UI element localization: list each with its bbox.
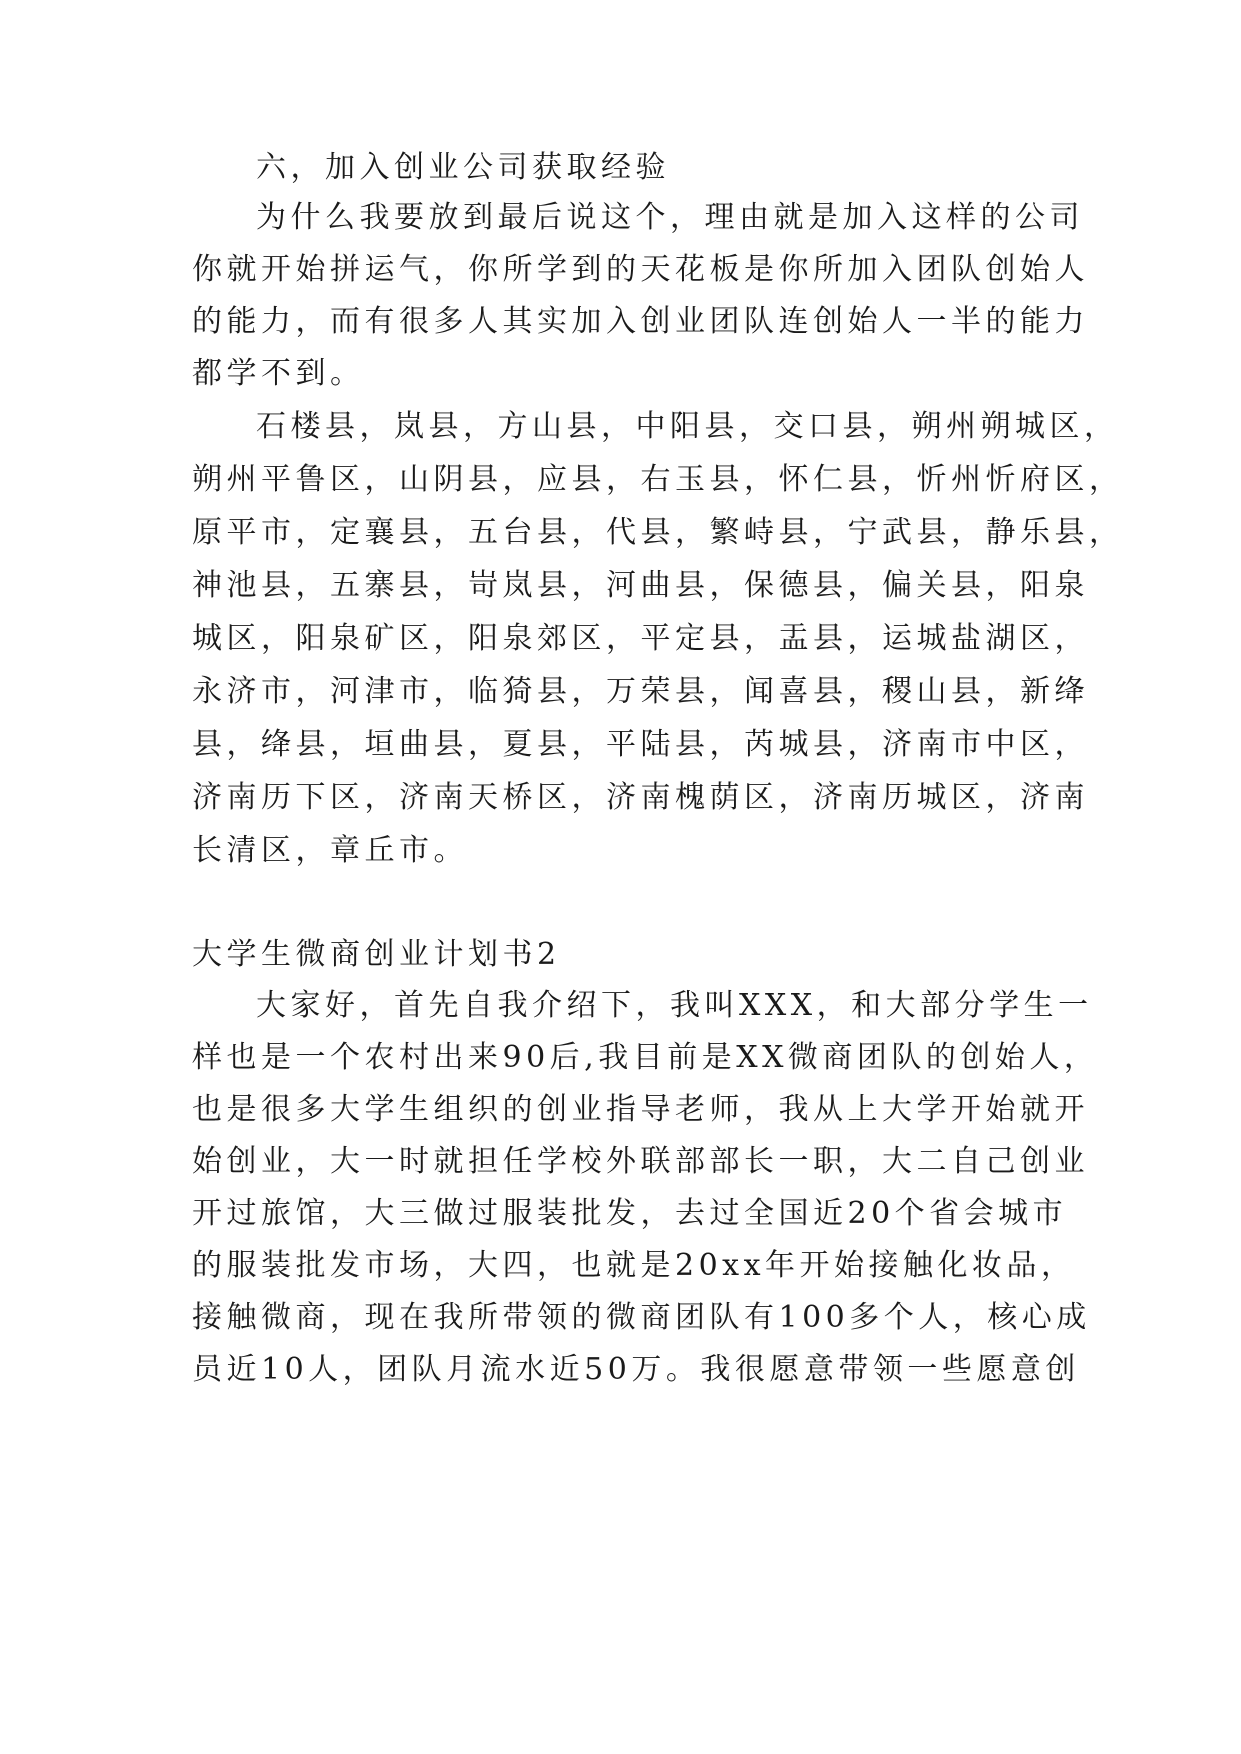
paragraph-line: 济南历下区，济南天桥区，济南槐荫区，济南历城区，济南 (192, 780, 1089, 815)
paragraph-line: 为什么我要放到最后说这个，理由就是加入这样的公司 (256, 200, 1084, 235)
paragraph-line: 员近10人，团队月流水近50万。我很愿意带领一些愿意创 (192, 1352, 1080, 1387)
paragraph-line: 都学不到。 (192, 356, 365, 391)
paragraph-line: 你就开始拼运气，你所学到的天花板是你所加入团队创始人 (192, 252, 1089, 287)
paragraph-line: 接触微商，现在我所带领的微商团队有100多个人，核心成 (192, 1300, 1091, 1335)
paragraph-line: 始创业，大一时就担任学校外联部部长一职，大二自己创业 (192, 1144, 1089, 1179)
paragraph-line: 开过旅馆，大三做过服装批发，去过全国近20个省会城市 (192, 1196, 1068, 1231)
paragraph-line: 石楼县，岚县，方山县，中阳县，交口县，朔州朔城区， (256, 409, 1119, 444)
document-title: 大学生微商创业计划书2 (192, 937, 561, 972)
paragraph-line: 的能力，而有很多人其实加入创业团队连创始人一半的能力 (192, 304, 1089, 339)
paragraph-line: 原平市，定襄县，五台县，代县，繁峙县，宁武县，静乐县， (192, 515, 1124, 550)
paragraph-line: 大家好，首先自我介绍下，我叫XXX，和大部分学生一 (256, 988, 1093, 1023)
paragraph-line: 神池县，五寨县，岢岚县，河曲县，保德县，偏关县，阳泉 (192, 568, 1089, 603)
paragraph-line: 样也是一个农村出来90后,我目前是XX微商团队的创始人， (192, 1040, 1099, 1075)
section-heading: 六，加入创业公司获取经验 (256, 150, 670, 185)
paragraph-line: 城区，阳泉矿区，阳泉郊区，平定县，盂县，运城盐湖区， (192, 621, 1089, 656)
paragraph-line: 县，绛县，垣曲县，夏县，平陆县，芮城县，济南市中区， (192, 727, 1089, 762)
paragraph-line: 永济市，河津市，临猗县，万荣县，闻喜县，稷山县，新绛 (192, 674, 1089, 709)
paragraph-line: 长清区，章丘市。 (192, 833, 468, 868)
paragraph-line: 朔州平鲁区，山阴县，应县，右玉县，怀仁县，忻州忻府区， (192, 462, 1124, 497)
paragraph-line: 的服装批发市场，大四，也就是20xx年开始接触化妆品， (192, 1248, 1076, 1283)
paragraph-line: 也是很多大学生组织的创业指导老师，我从上大学开始就开 (192, 1092, 1089, 1127)
